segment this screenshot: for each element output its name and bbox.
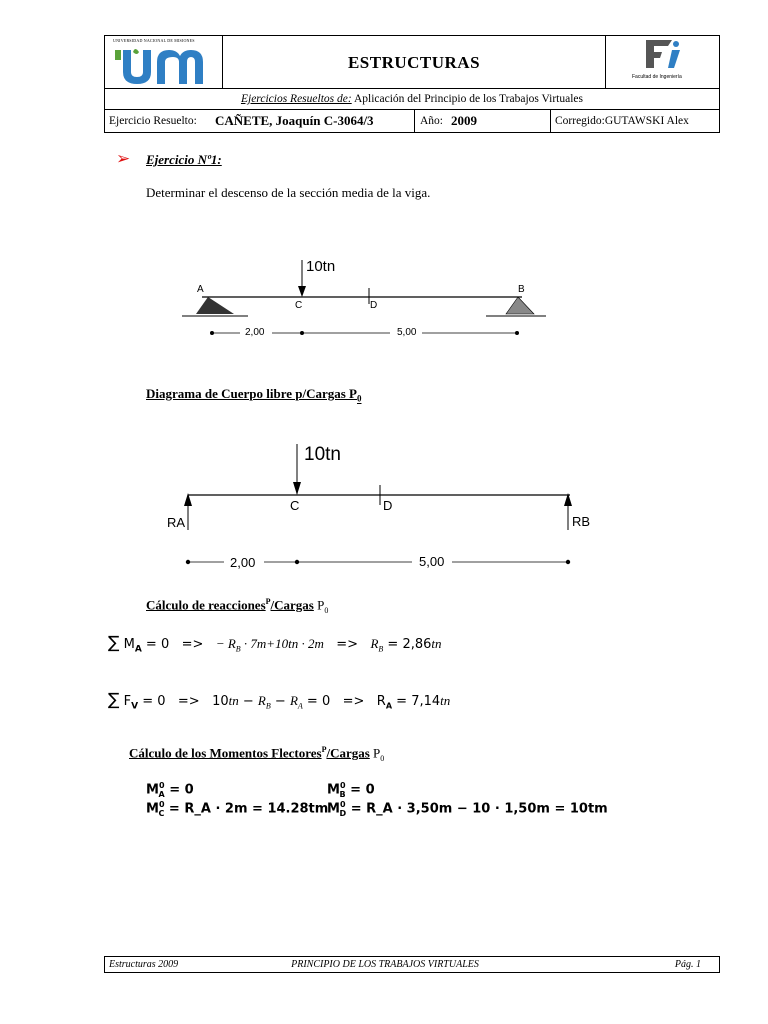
fbd-load-label: 10tn xyxy=(304,444,341,465)
dcl-heading xyxy=(146,386,362,404)
fbd-label-ra: RA xyxy=(167,515,186,530)
dcl-heading-text: Diagrama de Cuerpo libre p/Cargas P xyxy=(146,386,357,401)
fig1-label-c: C xyxy=(295,300,303,311)
year-label: Año: xyxy=(420,115,443,127)
header-table xyxy=(104,35,720,133)
fbd-load-arrow-icon xyxy=(293,482,301,495)
fig1-dim-2: 5,00 xyxy=(397,327,417,338)
beam-figure xyxy=(150,230,550,360)
moments-heading xyxy=(129,745,384,763)
support-b-icon xyxy=(506,297,534,314)
footer-center: PRINCIPIO DE LOS TRABAJOS VIRTUALES xyxy=(291,959,479,970)
footer-page: Pág. 1 xyxy=(674,959,701,970)
corrector-cell xyxy=(551,110,719,132)
subtitle-row xyxy=(105,88,719,110)
support-a-icon xyxy=(196,297,234,314)
fig1-label-a: A xyxy=(197,284,204,295)
reactions-heading-p: P xyxy=(317,597,325,613)
free-body-diagram xyxy=(150,430,600,580)
year-cell xyxy=(415,110,551,132)
moment-c: $M^0_C$ = R_A · 2m = 14.28tm xyxy=(146,800,329,818)
footer-left: Estructuras 2009 xyxy=(109,959,179,970)
moments-heading-text: Cálculo de los Momentos Flectores xyxy=(129,745,322,761)
bullet-arrow-icon: ➢ xyxy=(116,149,131,168)
fig1-dim-1: 2,00 xyxy=(245,327,265,338)
fbd-label-d: D xyxy=(383,498,393,513)
moments-heading-sup: P xyxy=(321,745,327,754)
moment-d-value: = R_A · 3,50m − 10 · 1,50m = 10tm xyxy=(350,801,608,817)
reactions-heading-text: Cálculo de reacciones xyxy=(146,597,266,613)
subtitle-prefix: Ejercicios Resueltos de: xyxy=(240,93,352,105)
exercise-statement: Determinar el descenso de la sección media de la viga. xyxy=(146,185,431,200)
fig1-load-label: 10tn xyxy=(306,258,336,275)
page-footer xyxy=(104,956,720,973)
university-name: UNIVERSIDAD NACIONAL DE MISIONES xyxy=(113,38,195,43)
subtitle-text: Aplicación del Principio de los Trabajos Virtuales xyxy=(353,93,584,105)
equation-forces: ∑ $F_V = 0 => 10tn - R_B - R_A = 0 => R_A = 7,14tn$ xyxy=(108,690,451,712)
moment-b-value: = 0 xyxy=(350,782,375,798)
moment-a-value: = 0 xyxy=(169,782,194,798)
university-logo xyxy=(113,44,213,86)
dcl-heading-sub: 0 xyxy=(357,393,362,404)
fig1-label-b: B xyxy=(518,284,525,295)
faculty-logo xyxy=(642,38,682,72)
reactions-heading xyxy=(146,597,328,615)
year-value: 2009 xyxy=(451,113,477,128)
exercise-label: Ejercicio Resuelto: xyxy=(109,115,197,127)
moments-heading-tail: /Cargas xyxy=(326,745,370,761)
author-cell xyxy=(105,110,415,132)
moment-b: $M^0_B = 0$ xyxy=(327,781,375,799)
moment-d: $M^0_D$ = R_A · 3,50m − 10 · 1,50m = 10tm xyxy=(327,800,608,818)
fig1-label-d: D xyxy=(370,300,378,311)
fbd-dim-1: 2,00 xyxy=(230,555,256,570)
moments-heading-p-sub: 0 xyxy=(380,753,385,763)
author-name: CAÑETE, Joaquín C-3064/3 xyxy=(215,113,374,128)
faculty-logo-cell xyxy=(605,36,719,88)
faculty-name: Facultad de Ingeniería xyxy=(632,74,682,80)
fbd-dim-2: 5,00 xyxy=(419,554,445,569)
equation-moments: ∑ $M_A = 0$ => − $R_B \cdot 7m+10tn \cdot 2m => R_B = 2,86tn$ xyxy=(108,633,442,655)
moment-a: $M^0_A = 0$ xyxy=(146,781,194,799)
reactions-heading-p-sub: 0 xyxy=(324,605,329,615)
university-logo-cell xyxy=(105,36,223,88)
exercise-heading: Ejercicio Nº1: xyxy=(146,152,222,167)
corrector: Corregido:GUTAWSKI Alex xyxy=(555,115,689,127)
fbd-label-c: C xyxy=(290,498,300,513)
document-title: ESTRUCTURAS xyxy=(347,53,481,72)
subtitle xyxy=(105,93,719,105)
title-cell xyxy=(223,36,605,88)
fbd-label-rb: RB xyxy=(572,514,591,529)
reactions-heading-tail: /Cargas xyxy=(270,597,314,613)
reactions-heading-sup: P xyxy=(265,597,271,606)
moment-c-value: = R_A · 2m = 14.28tm xyxy=(168,801,329,817)
moments-heading-p: P xyxy=(373,745,381,761)
load-arrow-icon xyxy=(298,286,306,297)
